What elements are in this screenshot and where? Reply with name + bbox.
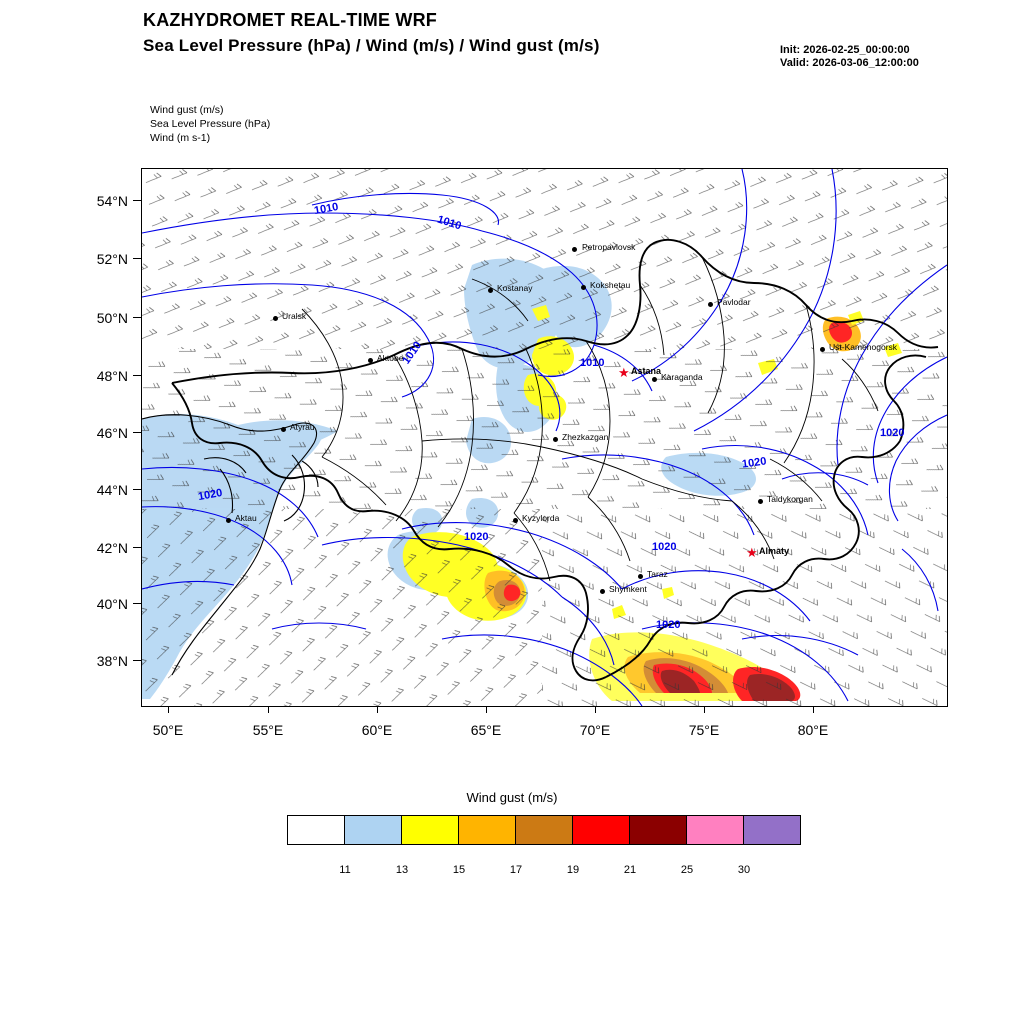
colorbar-ticks [287,864,791,880]
y-tick-label: 50°N [96,310,128,326]
colorbar-swatch [345,816,402,844]
x-tick-label: 55°E [252,722,284,738]
colorbar-tick-label: 19 [566,864,580,876]
colorbar-swatch [687,816,744,844]
city-label: Zhezkazgan [562,432,609,442]
variable-item: Sea Level Pressure (hPa) [150,118,271,130]
city-marker [600,589,605,594]
isobar-label: 1010 [313,200,340,218]
y-tick-label: 54°N [96,193,128,209]
city-marker [758,499,763,504]
colorbar-tick-label: 21 [623,864,637,876]
city-marker [638,574,643,579]
x-tick-label: 65°E [470,722,502,738]
y-tick-label: 40°N [96,596,128,612]
variable-item: Wind gust (m/s) [150,104,224,116]
isobar-label: 1010 [580,357,605,369]
city-label: Kyzylorda [522,513,560,523]
x-tick-label: 75°E [688,722,720,738]
city-label: Atyrau [290,422,315,432]
city-marker [513,518,518,523]
city-marker [273,316,278,321]
y-tick-label: 46°N [96,425,128,441]
colorbar-swatch [744,816,800,844]
city-label: Shymkent [609,584,647,594]
colorbar-tick-label: 25 [680,864,694,876]
init-time: Init: 2026-02-25_00:00:00 [780,44,910,56]
colorbar-tick-label: 15 [452,864,466,876]
colorbar-swatch [516,816,573,844]
isobar-label: 1010 [435,213,463,233]
variable-list [150,103,270,145]
colorbar-title: Wind gust (m/s) [466,790,558,805]
isobar-label: 1020 [741,455,768,471]
run-info [780,44,919,70]
y-tick-label: 44°N [96,482,128,498]
capital-star-icon: ★ [746,545,758,560]
y-tick-label: 38°N [96,653,128,669]
colorbar-tick-label: 17 [509,864,523,876]
isobar-label: 1020 [656,619,681,631]
isobar-label: 1020 [880,427,905,439]
colorbar-swatch [402,816,459,844]
colorbar-swatch [459,816,516,844]
city-label: Taraz [647,569,668,579]
page-subtitle: Sea Level Pressure (hPa) / Wind (m/s) / Wind gust (m/s) [143,36,600,55]
colorbar-tick-label: 30 [737,864,751,876]
city-marker [553,437,558,442]
capital-label: Almaty [759,546,790,556]
city-marker [820,347,825,352]
city-label: Uralsk [282,311,307,321]
y-tick-label: 42°N [96,540,128,556]
isobar-label: 1020 [652,541,677,553]
city-label: Petropavlovsk [582,242,636,252]
wind-barbs [142,169,947,706]
colorbar-tick-label: 13 [395,864,409,876]
city-marker [488,288,493,293]
capital-label: Astana [631,366,662,376]
y-tick-label: 52°N [96,251,128,267]
colorbar-swatch [288,816,345,844]
isobar-label: 1010 [400,339,425,367]
city-label: Kokshetau [590,280,631,290]
city-marker [572,247,577,252]
map-canvas [142,169,947,706]
city-marker [368,358,373,363]
isobar-label: 1020 [197,486,224,504]
x-tick-label: 50°E [152,722,184,738]
city-label: Ust-Kamenogorsk [829,342,898,352]
x-tick-label: 70°E [579,722,611,738]
city-marker [226,518,231,523]
city-marker [652,377,657,382]
city-label: Aktobe [377,353,404,363]
city-label: Kostanay [497,283,533,293]
colorbar [287,815,801,845]
page-title: KAZHYDROMET REAL-TIME WRF [143,10,437,30]
city-marker [708,302,713,307]
colorbar-tick-label: 11 [339,864,351,876]
weather-map[interactable] [141,168,948,707]
city-label: Pavlodar [717,297,751,307]
city-label: Aktau [235,513,257,523]
valid-time: Valid: 2026-03-06_12:00:00 [780,57,919,69]
isobar-label: 1020 [464,531,489,543]
capital-star-icon: ★ [618,365,630,380]
city-label: Karaganda [661,372,703,382]
x-tick-label: 60°E [361,722,393,738]
colorbar-swatch [630,816,687,844]
city-label: Taldykorgan [767,494,813,504]
y-tick-label: 48°N [96,368,128,384]
city-marker [281,427,286,432]
city-marker [581,285,586,290]
variable-item: Wind (m s-1) [150,132,211,144]
x-tick-label: 80°E [797,722,829,738]
colorbar-swatch [573,816,630,844]
